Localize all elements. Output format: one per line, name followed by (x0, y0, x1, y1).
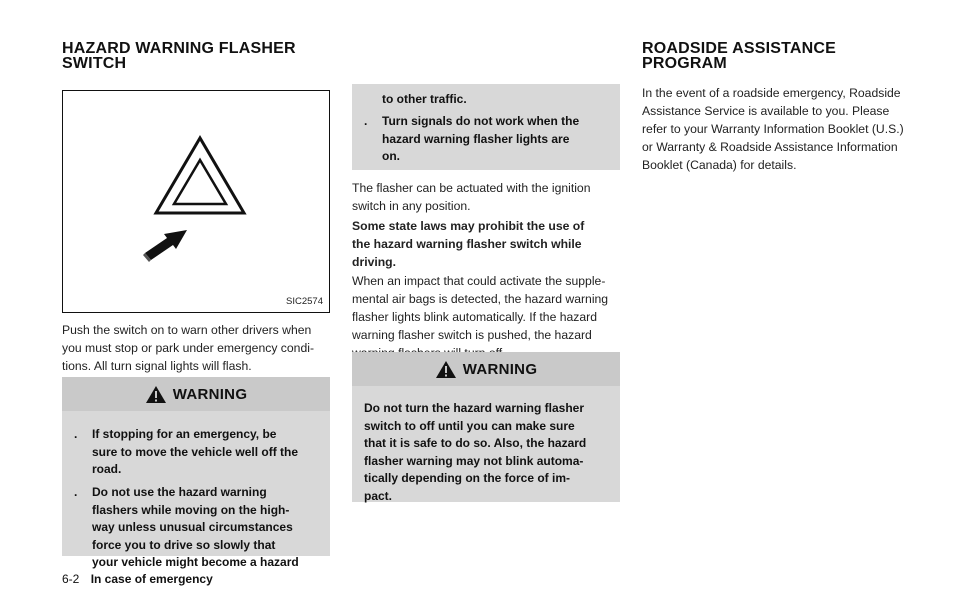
figure-caption: SIC2574 (286, 296, 323, 307)
text-line: pact. (364, 488, 393, 503)
text-line: refer to your Warranty Information Booklet (U.S.) (642, 122, 904, 136)
bullet-dot: . (74, 427, 78, 441)
warning-bullet (364, 113, 610, 167)
warning-box-continued (352, 84, 620, 170)
text-line: on. (382, 149, 400, 163)
bullet-dot: . (74, 485, 78, 499)
text-line: switch in any position. (352, 199, 471, 213)
warning-title: WARNING (462, 360, 538, 378)
bullet-dot: . (364, 114, 368, 128)
section-name: In case of emergency (90, 572, 213, 586)
page-footer (62, 572, 213, 586)
text-line: road. (92, 462, 122, 476)
text-line: Some state laws may prohibit the use of (352, 219, 585, 233)
text-line: Turn signals do not work when the (382, 114, 580, 128)
text-line: tically depending on the force of im- (364, 471, 571, 485)
warning-bullet (74, 484, 320, 569)
text-line: the hazard warning flasher switch while (352, 237, 582, 251)
bullet-text (382, 91, 610, 109)
text-line: When an impact that could activate the supple- (352, 274, 606, 288)
text-line: Do not use the hazard warning (92, 485, 267, 499)
text-line: Assistance Service is available to you. Please (642, 104, 890, 118)
text-line: flasher lights blink automatically. If the hazard (352, 310, 597, 324)
text-line: Do not turn the hazard warning flasher (364, 401, 585, 415)
text-line: mental air bags is detected, the hazard warning (352, 292, 609, 306)
right-section-heading (642, 41, 836, 71)
text-line: Push the switch on to warn other drivers when (62, 323, 312, 337)
warning-header (352, 352, 620, 386)
text-line: flashers while moving on the high- (92, 502, 290, 517)
airbag-paragraph (352, 272, 622, 362)
text-line: flasher warning may not blink automa- (364, 453, 584, 468)
heading-line: HAZARD WARNING FLASHER (62, 40, 296, 57)
actuation-paragraph (352, 179, 622, 215)
warning-box (352, 352, 620, 502)
text-line: way unless unusual circumstances (92, 520, 293, 534)
text-line: switch to off until you can make sure (364, 418, 575, 433)
roadside-paragraph (642, 84, 917, 174)
left-section-heading (62, 41, 296, 71)
text-line: or Warranty & Roadside Assistance Information (642, 140, 898, 154)
text-line: The flasher can be actuated with the ignition (352, 181, 591, 195)
heading-line: PROGRAM (642, 55, 727, 72)
hazard-triangle-icon (63, 91, 329, 312)
bullet-text (92, 426, 320, 479)
text-line: If stopping for an emergency, be (92, 427, 277, 441)
hazard-switch-figure (62, 90, 330, 313)
text-line: warning flasher switch is pushed, the hazard (352, 328, 592, 342)
text-line: to other traffic. (382, 92, 467, 106)
warning-icon (145, 385, 167, 404)
text-line: that it is safe to do so. Also, the hazard (364, 436, 587, 450)
text-line: In the event of a roadside emergency, Roadside (642, 86, 901, 100)
warning-text (364, 400, 612, 505)
text-line: you must stop or park under emergency condi- (62, 341, 314, 355)
warning-bullet-continued (364, 91, 610, 109)
page-number: 6-2 (62, 572, 80, 586)
text-line: tions. All turn signal lights will flash. (62, 359, 252, 373)
warning-header (62, 377, 330, 411)
text-line: force you to drive so slowly that (92, 537, 276, 552)
text-line: your vehicle might become a hazard (92, 555, 299, 569)
warning-icon (435, 360, 457, 379)
text-line: sure to move the vehicle well off the (92, 444, 299, 459)
bullet-text (382, 113, 610, 166)
text-line: hazard warning flasher lights are (382, 131, 570, 146)
intro-paragraph (62, 321, 332, 375)
warning-box (62, 377, 330, 569)
text-line: Booklet (Canada) for details. (642, 158, 797, 172)
warning-bullet (74, 426, 320, 480)
warning-title: WARNING (172, 385, 248, 403)
text-line: driving. (352, 255, 397, 269)
state-law-paragraph (352, 217, 622, 271)
heading-line: SWITCH (62, 55, 127, 72)
heading-line: ROADSIDE ASSISTANCE (642, 40, 837, 57)
bullet-text (92, 484, 320, 572)
